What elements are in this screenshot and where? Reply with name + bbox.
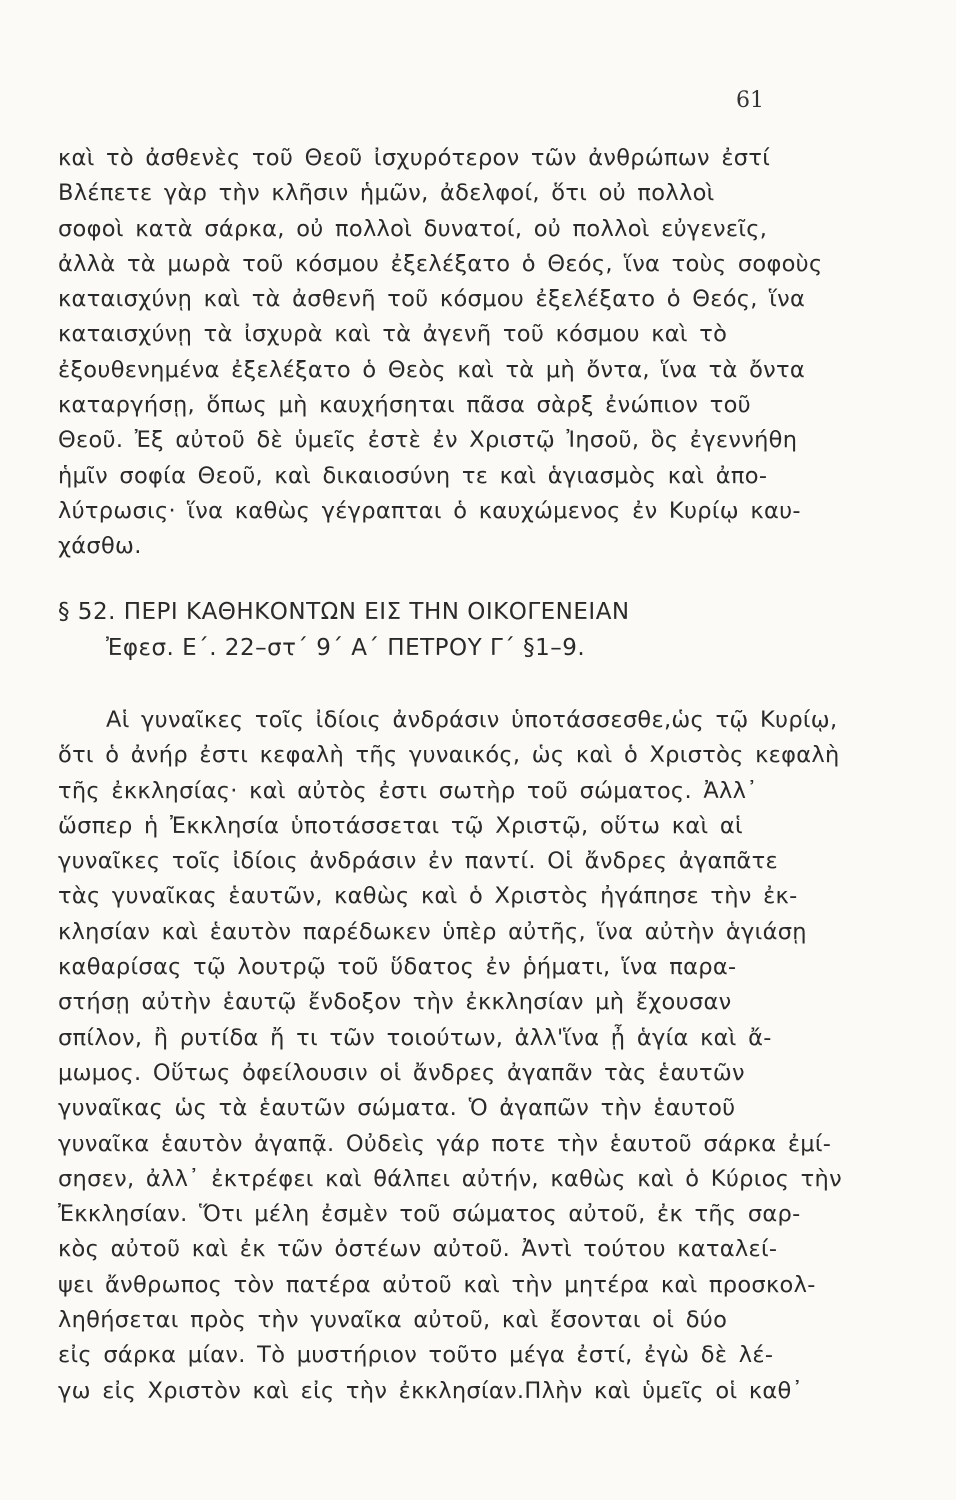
- text-line: κλησίαν καὶ ἑαυτὸν παρέδωκεν ὑπὲρ αὐτῆς, ἵνα αὐτὴν ἁγιάσῃ: [58, 918, 807, 945]
- text-line: μωμος. Οὕτως ὀφείλουσιν οἱ ἄνδρες ἀγαπᾶν τὰς ἑαυτῶν: [58, 1059, 745, 1086]
- text-line: ληθήσεται πρὸς τὴν γυναῖκα αὐτοῦ, καὶ ἔσονται οἱ δύο: [58, 1307, 728, 1334]
- text-line: σπίλον, ἢ ρυτίδα ἤ τι τῶν τοιούτων, ἀλλ'ἵνα ᾖ ἁγία καὶ ἄ-: [58, 1024, 772, 1051]
- page-number: 61: [736, 88, 764, 113]
- text-line: καθαρίσας τῷ λουτρῷ τοῦ ὕδατος ἐν ῥήματι, ἵνα παρα-: [58, 954, 737, 981]
- text-line: γυναῖκα ἑαυτὸν ἀγαπᾷ. Οὐδεὶς γάρ ποτε τὴν ἑαυτοῦ σάρκα ἐμί-: [58, 1130, 832, 1157]
- text-line: ὥσπερ ἡ Ἐκκλησία ὑποτάσσεται τῷ Χριστῷ, οὕτω καὶ αἱ: [58, 812, 743, 839]
- text-line: ἐξουθενημένα ἐξελέξατο ὁ Θεὸς καὶ τὰ μὴ ὄντα, ἵνα τὰ ὄντα: [58, 356, 806, 383]
- text-line: καταργήσῃ, ὅπως μὴ καυχήσηται πᾶσα σὰρξ ἐνώπιον τοῦ: [58, 392, 751, 419]
- text-line: καταισχύνῃ τὰ ἰσχυρὰ καὶ τὰ ἀγενῆ τοῦ κόσμου καὶ τὸ: [58, 321, 728, 348]
- text-line: καταισχύνῃ καὶ τὰ ἀσθενῆ τοῦ κόσμου ἐξελέξατο ὁ Θεός, ἵνα: [58, 286, 806, 313]
- text-line: γω εἰς Χριστὸν καὶ εἰς τὴν ἐκκλησίαν.Πλὴν καὶ ὑμεῖς οἱ καθ᾽: [58, 1377, 804, 1404]
- section-heading: [58, 594, 798, 666]
- text-line: τῆς ἐκκλησίας· καὶ αὐτὸς ἐστι σωτὴρ τοῦ σώματος. Ἀλλ᾽: [58, 777, 758, 804]
- text-line: σοφοὶ κατὰ σάρκα, οὐ πολλοὶ δυνατοί, οὐ πολλοὶ εὐγενεῖς,: [58, 215, 768, 242]
- text-line: ἀλλὰ τὰ μωρὰ τοῦ κόσμου ἐξελέξατο ὁ Θεός, ἵνα τοὺς σοφοὺς: [58, 250, 823, 277]
- passage-1: [58, 141, 823, 565]
- text-line: Αἱ γυναῖκες τοῖς ἰδίοις ἀνδράσιν ὑποτάσσεσθε,ὡς τῷ Κυρίῳ,: [106, 707, 838, 733]
- text-line: Θεοῦ. Ἐξ αὐτοῦ δὲ ὑμεῖς ἐστὲ ἐν Χριστῷ Ἰησοῦ, ὃς ἐγεννήθη: [58, 427, 798, 454]
- text-line: Βλέπετε γὰρ τὴν κλῆσιν ἡμῶν, ἀδελφοί, ὅτι οὐ πολλοὶ: [58, 180, 715, 207]
- text-line: ψει ἄνθρωπος τὸν πατέρα αὐτοῦ καὶ τὴν μητέρα καὶ προσκολ-: [58, 1271, 816, 1298]
- text-line: κὸς αὐτοῦ καὶ ἐκ τῶν ὀστέων αὐτοῦ. Ἀντὶ τούτου καταλεί-: [58, 1236, 778, 1263]
- text-line: γυναῖκας ὡς τὰ ἑαυτῶν σώματα. Ὁ ἀγαπῶν τὴν ἑαυτοῦ: [58, 1095, 736, 1122]
- text-line: τὰς γυναῖκας ἑαυτῶν, καθὼς καὶ ὁ Χριστὸς ἠγάπησε τὴν ἐκ-: [58, 883, 798, 910]
- text-line: σησεν, ἀλλ᾽ ἐκτρέφει καὶ θάλπει αὐτήν, καθὼς καὶ ὁ Κύριος τὴν: [58, 1165, 842, 1192]
- text-line: ὅτι ὁ ἀνήρ ἐστι κεφαλὴ τῆς γυναικός, ὡς καὶ ὁ Χριστὸς κεφαλὴ: [58, 742, 840, 769]
- section-title: § 52. ΠΕΡΙ ΚΑΘΗΚΟΝΤΩΝ ΕΙΣ ΤΗΝ ΟΙΚΟΓΕΝΕΙΑΝ: [58, 599, 630, 625]
- text-line: γυναῖκες τοῖς ἰδίοις ἀνδράσιν ἐν παντί. Οἱ ἄνδρες ἀγαπᾶτε: [58, 848, 778, 875]
- text-line: εἰς σάρκα μίαν. Τὸ μυστήριον τοῦτο μέγα ἐστί, ἐγὼ δὲ λέ-: [58, 1342, 774, 1369]
- text-line: καὶ τὸ ἀσθενὲς τοῦ Θεοῦ ἰσχυρότερον τῶν ἀνθρώπων ἐστί: [58, 145, 771, 171]
- text-line: ἡμῖν σοφία Θεοῦ, καὶ δικαιοσύνη τε καὶ ἁγιασμὸς καὶ ἀπο-: [58, 462, 768, 489]
- text-line: χάσθω.: [58, 533, 142, 560]
- section-reference: Ἐφεσ. Ε΄. 22–στ΄ 9΄ Α΄ ΠΕΤΡΟΥ Γ΄ §1–9.: [106, 635, 586, 661]
- text-line: Ἐκκλησίαν. Ὅτι μέλη ἐσμὲν τοῦ σώματος αὐτοῦ, ἐκ τῆς σαρ-: [58, 1201, 801, 1228]
- text-line: στήσῃ αὐτὴν ἑαυτῷ ἔνδοξον τὴν ἐκκλησίαν μὴ ἔχουσαν: [58, 989, 732, 1016]
- text-line: λύτρωσις· ἵνα καθὼς γέγραπται ὁ καυχώμενος ἐν Κυρίῳ καυ-: [58, 497, 801, 524]
- passage-2: [58, 703, 842, 1409]
